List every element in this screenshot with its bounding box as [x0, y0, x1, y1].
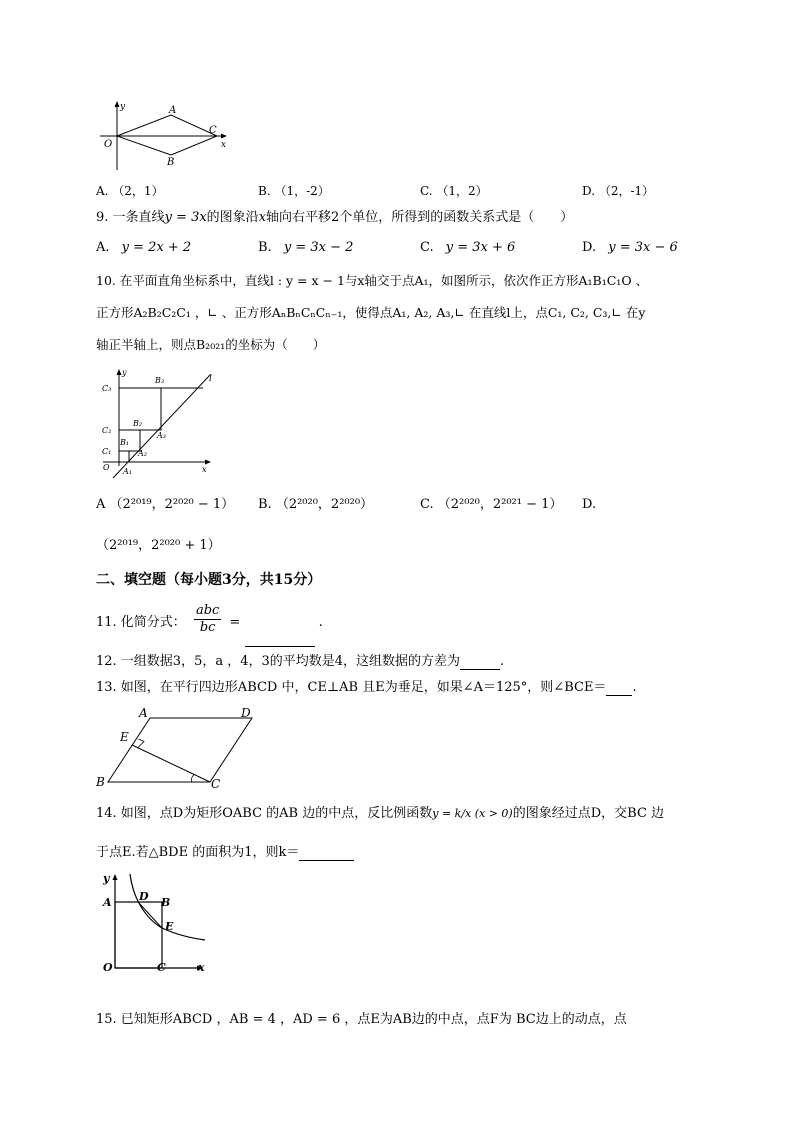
q14-function: y = k/x (x > 0): [432, 807, 513, 820]
q8-fig-a: A: [169, 105, 177, 116]
q10-option-c: C. （2²⁰²⁰，2²⁰²¹ − 1）: [420, 497, 563, 512]
q13-answer-blank[interactable]: [606, 683, 632, 696]
q14-fig-e: E: [165, 920, 174, 933]
q14-fig-y: y: [103, 872, 110, 885]
q14-answer-blank[interactable]: [299, 848, 354, 861]
q11-end: .: [318, 615, 323, 630]
q10-figure: [95, 366, 225, 481]
q13-fig-b: B: [96, 775, 105, 789]
q9-option-b-expr: y = 3x − 2: [283, 240, 354, 255]
q12-text: 12. 一组数据3，5，a ，4，3的平均数是4，这组数据的方差为: [96, 654, 461, 669]
q10-option-a: A （2²⁰¹⁹，2²⁰²⁰ − 1）: [96, 497, 235, 512]
q10-line-1: 10. 在平面直角坐标系中，直线l : y = x − 1与x轴交于点A₁，如图所示，依次作正方形A₁B₁C₁O 、: [96, 273, 649, 288]
q10-fig-b3: B₃: [155, 376, 165, 385]
q8-option-d: D. （2，-1）: [582, 184, 655, 198]
q15-text: 15. 已知矩形ABCD ，AB = 4 ，AD = 6 ，点E为AB边的中点，点F为 BC边上的动点，点: [96, 1012, 627, 1027]
q12: [96, 654, 504, 670]
q10-fig-b1: B₁: [120, 438, 130, 447]
q9-option-b-label: B.: [258, 240, 272, 255]
q14-line-1: [96, 806, 664, 822]
q13: [96, 680, 637, 696]
q10-line-2: 正方形A₂B₂C₂C₁ ，∟ 、正方形AₙBₙCₙCₙ₋₁，使得点A₁, A₂, A₃,∟ 在直线l上，点C₁, C₂, C₃,∟ 在y: [96, 305, 646, 320]
q10-fig-x: x: [202, 465, 207, 474]
q13-fig-d: D: [241, 706, 251, 720]
q9-option-b: [258, 240, 353, 256]
q11-numerator: abc: [195, 603, 220, 618]
q14-fig-o: O: [103, 961, 113, 974]
q9-axis: x: [258, 210, 267, 225]
q10-line-3: 轴正半轴上，则点B₂₀₂₁的坐标为（ ）: [96, 337, 326, 352]
q9-option-d-label: D.: [582, 240, 597, 255]
q9-number: 9.: [96, 210, 109, 225]
q9-option-c-expr: y = 3x + 6: [445, 240, 516, 255]
q13-figure: [90, 702, 270, 792]
q10-fig-y: y: [122, 368, 127, 377]
q9-option-a-label: A.: [96, 240, 110, 255]
q10-fig-c2: C₂: [102, 426, 112, 435]
q9-stem-2: 的图象沿: [206, 210, 259, 225]
q14-fig-c: C: [157, 961, 166, 974]
q8-fig-c: C: [209, 125, 217, 136]
q13-fig-a: A: [139, 706, 148, 720]
q9-option-a: [96, 240, 191, 256]
q9-stem-3: 轴向右平移2个单位，所得到的函数关系式是（ ）: [266, 210, 574, 225]
section-2-heading: 二、填空题（每小题3分，共15分）: [96, 572, 322, 588]
q11-label: 11. 化简分式：: [96, 615, 186, 630]
q13-text: 13. 如图，在平行四边形ABCD 中，CE⊥AB 且E为垂足，如果∠A＝125°，则∠BCE＝: [96, 680, 607, 695]
q9-option-c-label: C.: [420, 240, 434, 255]
q9-stem-1: 一条直线: [112, 210, 165, 225]
q9-option-d: [582, 240, 678, 256]
q10-fig-a1: A₁: [123, 467, 132, 476]
q11-answer-blank[interactable]: [245, 634, 315, 647]
q14-line-1-b: 的图象经过点D，交BC 边: [512, 806, 665, 821]
q8-option-b: B. （1，-2）: [258, 184, 330, 198]
q14-fig-b: B: [161, 896, 171, 909]
q13-fig-e: E: [120, 730, 129, 744]
q9-stem: [96, 210, 573, 226]
q14-line-2: [96, 845, 354, 861]
q10-fig-b2: B₂: [133, 419, 143, 428]
q10-fig-c3: C₃: [102, 384, 112, 393]
q11-fraction: [194, 603, 221, 635]
q8-option-a: A. （2，1）: [96, 184, 164, 198]
q8-fig-b: B: [167, 157, 175, 168]
q8-fig-y: y: [120, 102, 126, 112]
q14-fig-a: A: [103, 896, 112, 909]
q14-line-2-text: 于点E.若△BDE 的面积为1，则k＝: [96, 845, 300, 860]
q10-fig-o: O: [103, 463, 110, 472]
q14-fig-x: x: [198, 961, 205, 974]
q10-option-d-label: D.: [582, 497, 597, 512]
q9-option-d-expr: y = 3x − 6: [608, 240, 678, 255]
q12-end: .: [500, 654, 505, 669]
q10-fig-a3: A₃: [157, 431, 166, 440]
q10-option-d-expr: （2²⁰¹⁹，2²⁰²⁰ + 1）: [96, 538, 221, 553]
q13-end: .: [632, 680, 637, 695]
q11: [96, 603, 323, 643]
q12-answer-blank[interactable]: [460, 657, 500, 670]
q9-option-c: [420, 240, 515, 256]
q8-fig-x: x: [221, 140, 227, 150]
q10-fig-c1: C₁: [102, 447, 112, 456]
q14-figure: [95, 868, 220, 978]
q8-option-c: C. （1，2）: [420, 184, 488, 198]
q9-option-a-expr: y = 2x + 2: [121, 240, 192, 255]
q8-figure: [95, 100, 235, 175]
q10-option-b: B. （2²⁰²⁰，2²⁰²⁰）: [258, 497, 374, 512]
q9-formula: y = 3x: [164, 210, 207, 225]
q10-fig-l: l: [209, 374, 212, 384]
q14-fig-d: D: [139, 890, 149, 903]
q10-fig-a2: A₂: [138, 449, 147, 458]
q14-line-1-a: 14. 如图，点D为矩形OABC 的AB 边的中点，反比例函数: [96, 806, 433, 821]
q13-fig-c: C: [211, 777, 221, 791]
q8-fig-o: O: [104, 139, 113, 150]
q11-equals: =: [229, 615, 241, 630]
q11-denominator: bc: [199, 619, 216, 635]
